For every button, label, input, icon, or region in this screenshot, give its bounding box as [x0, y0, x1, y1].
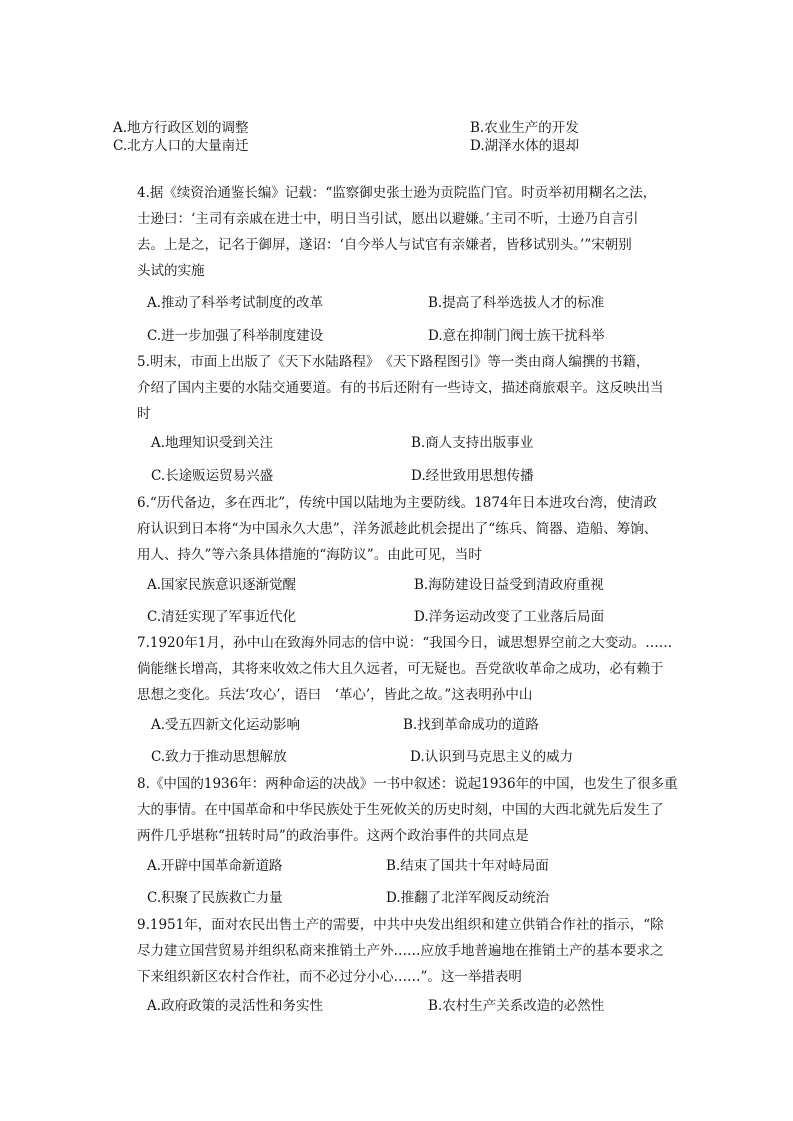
q6-option-d: D.洋务运动改变了工业落后局面	[414, 609, 605, 625]
q8-stem-line: 大的事情。在中国革命和中华民族处于生死攸关的历史时刻，中国的大西北就先后发生了	[137, 802, 664, 818]
q5-stem-line: 5.明末，市面上出版了《天下水陆路程》 《天下路程图引》等一类由商人编撰的书籍，	[137, 354, 650, 370]
q9-option-a: A.政府政策的灵活性和务实性	[147, 998, 324, 1014]
q5-option-b: B.商人支持出版事业	[411, 435, 534, 451]
q6-option-b: B.海防建设日益受到清政府重视	[414, 577, 604, 593]
q9-stem-line: 9.1951年，面对农民出售土产的需要，中共中央发出组织和建立供销合作社的指示，“除	[137, 917, 664, 933]
q6-stem-line: 府认识到日本将“为中国永久大患”，洋务派趁此机会提出了“练兵、简器、造船、筹饷、	[137, 521, 658, 537]
q6-stem-line: 用人、持久”等六条具体措施的“海防议”。由此可见，当时	[137, 547, 482, 563]
q8-option-a: A.开辟中国革命新道路	[147, 858, 283, 874]
q3-option-a: A.地方行政区划的调整	[113, 120, 249, 136]
q6-option-c: C.清廷实现了军事近代化	[147, 609, 297, 625]
q4-stem-line: 4.据《续资治通鉴长编》记载：“监察御史张士逊为贡院监门官。时贡举初用糊名之法，	[137, 185, 657, 201]
q5-option-c: C.长途贩运贸易兴盛	[151, 468, 274, 484]
q3-option-d: D.湖泽水体的退却	[470, 138, 580, 154]
q4-stem-line: 士逊曰：‘主司有亲戚在进士中，明日当引试，愿出以避嫌。’主司不听，士逊乃自言引	[137, 211, 639, 227]
q8-option-d: D.推翻了北洋军阀反动统治	[386, 890, 550, 906]
q3-option-c: C.北方人口的大量南迁	[113, 138, 249, 154]
q4-option-c: C.进一步加强了科举制度建设	[147, 328, 324, 344]
q8-stem-line: 8.《中国的1936年：两种命运的决战》一书中叙述：说起1936年的中国，也发生了很多重	[137, 776, 678, 792]
q6-stem-line: 6.“历代备边，多在西北”，传统中国以陆地为主要防线。1874年日本进攻台湾，使清政	[137, 495, 658, 511]
q5-stem-line: 介绍了国内主要的水陆交通要道。有的书后还附有一些诗文，描述商旅艰辛。这反映出当	[137, 380, 664, 396]
q6-option-a: A.国家民族意识逐渐觉醒	[147, 577, 297, 593]
q7-option-c: C.致力于推动思想解放	[151, 749, 287, 765]
q8-option-b: B.结束了国共十年对峙局面	[386, 858, 549, 874]
q8-stem-line: 两件几乎堪称“扭转时局”的政治事件。这两个政治事件的共同点是	[137, 828, 529, 844]
q4-stem-line: 头试的实施	[137, 263, 205, 279]
q4-option-b: B.提高了科举选拔人才的标准	[428, 295, 605, 311]
q4-option-a: A.推动了科举考试制度的改革	[147, 295, 324, 311]
q7-option-b: B.找到革命成功的道路	[403, 717, 539, 733]
q4-option-d: D.意在抑制门阀士族干扰科举	[428, 328, 605, 344]
q7-stem-line: 思想之变化。兵法‘攻心’，语曰 ‘革心’，皆此之故。”这表明孙中山	[137, 687, 533, 703]
q7-option-d: D.认识到马克思主义的威力	[410, 749, 574, 765]
q7-option-a: A.受五四新文化运动影响	[151, 717, 301, 733]
q9-option-b: B.农村生产关系改造的必然性	[428, 998, 605, 1014]
q5-option-a: A.地理知识受到关注	[151, 435, 274, 451]
q4-stem-line: 去。上是之，记名于御屏，遂诏：‘自今举人与试官有亲嫌者，皆移试别头。’”宋朝别	[137, 237, 632, 253]
q7-stem-line: 倘能继长增高，其将来收效之伟大且久远者，可无疑也。吾党欲收革命之成功，必有赖于	[137, 661, 664, 677]
q5-stem-line: 时	[137, 406, 151, 422]
q9-stem-line: 下来组织新区农村合作社，而不必过分小心……”。这一举措表明	[137, 969, 522, 985]
q9-stem-line: 尽力建立国营贸易并组织私商来推销土产外……应放手地普遍地在推销土产的基本要求之	[137, 943, 664, 959]
q8-option-c: C.积聚了民族救亡力量	[147, 890, 283, 906]
q5-option-d: D.经世致用思想传播	[411, 468, 534, 484]
q3-option-b: B.农业生产的开发	[470, 120, 579, 136]
q7-stem-line: 7.1920年1月，孙中山在致海外同志的信中说：“我国今日，诚思想界空前之大变动。……	[137, 635, 673, 651]
